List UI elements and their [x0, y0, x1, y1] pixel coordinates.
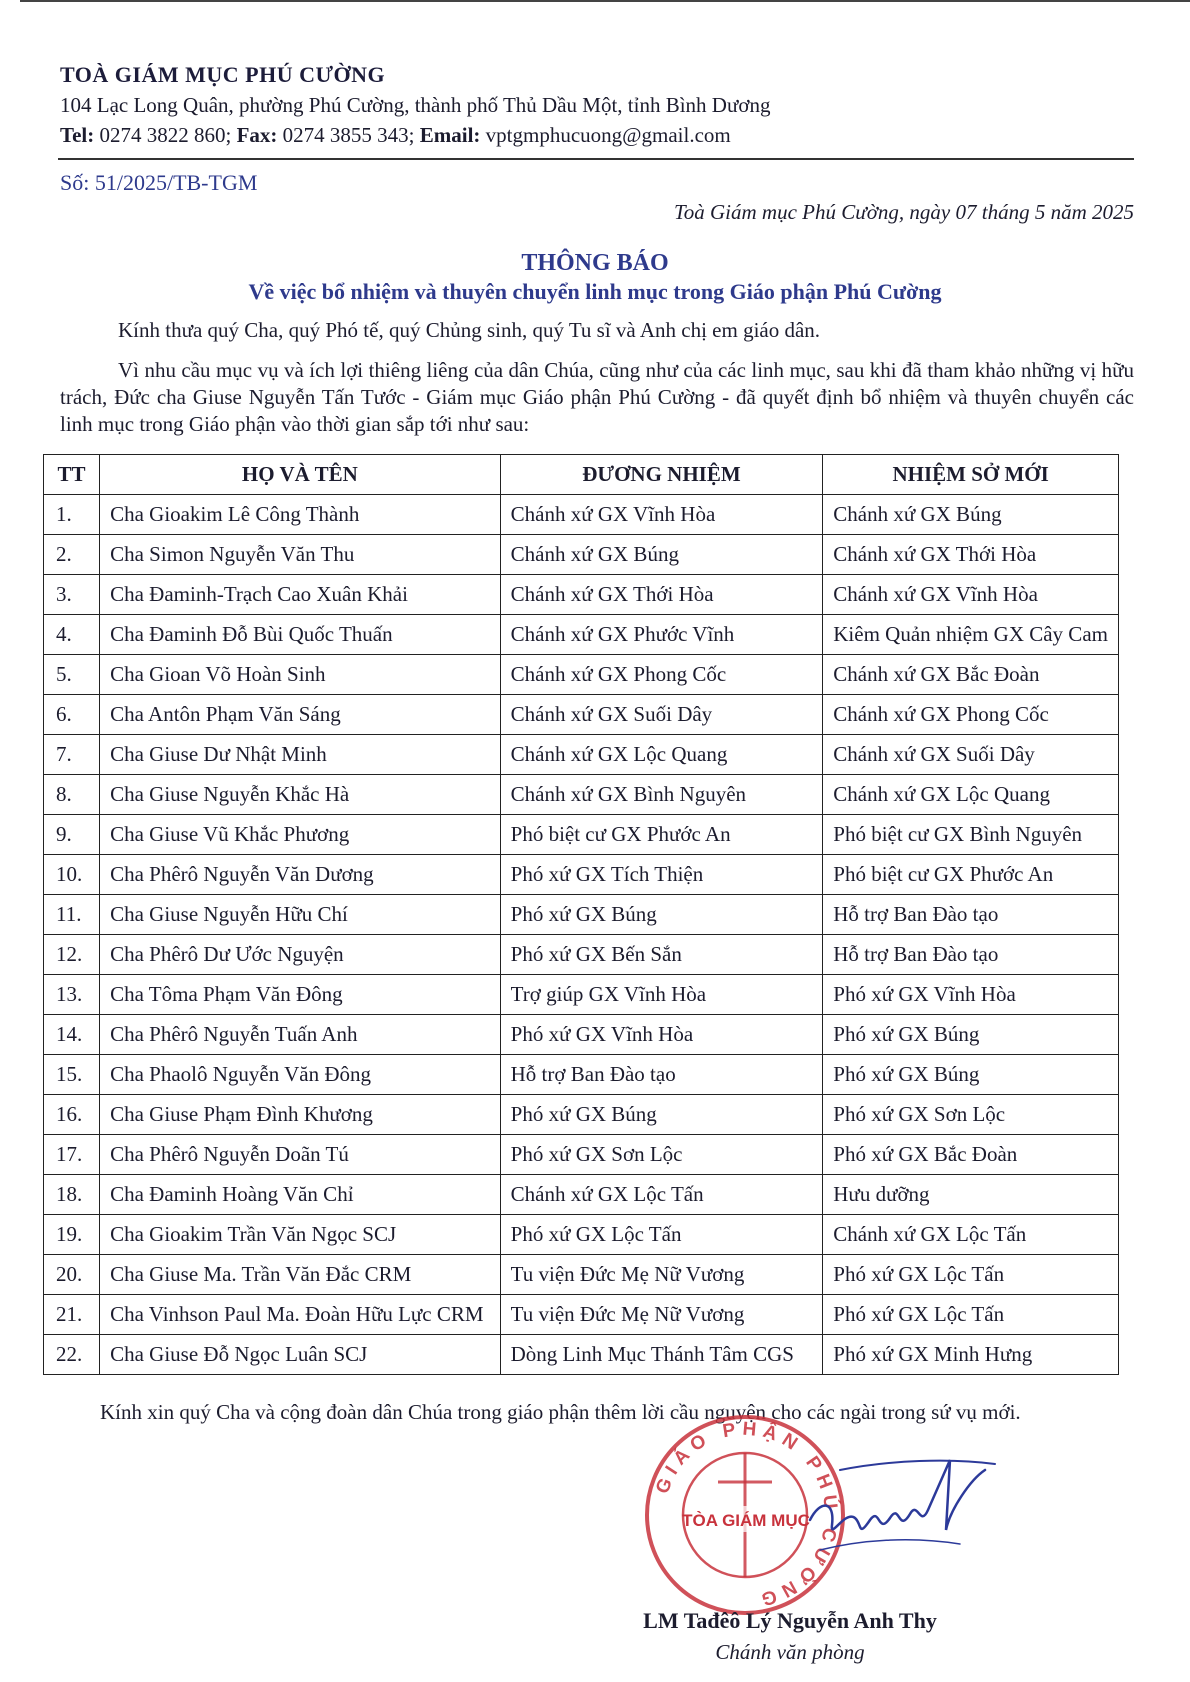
cell-current-post: Phó xứ GX Búng — [500, 1095, 823, 1135]
table-row — [44, 855, 1119, 895]
cell-priest-name: Cha Đaminh Hoàng Văn Chỉ — [100, 1175, 501, 1215]
table-row — [44, 1255, 1119, 1295]
cell-current-post: Phó xứ GX Búng — [500, 895, 823, 935]
table-row — [44, 815, 1119, 855]
table-row — [44, 1135, 1119, 1175]
cell-current-post: Phó xứ GX Tích Thiện — [500, 855, 823, 895]
cell-priest-name: Cha Phêrô Nguyễn Doãn Tú — [100, 1135, 501, 1175]
table-row — [44, 535, 1119, 575]
cell-new-post: Chánh xứ GX Vĩnh Hòa — [823, 575, 1119, 615]
table-row — [44, 1015, 1119, 1055]
cell-new-post: Phó xứ GX Búng — [823, 1015, 1119, 1055]
cell-new-post: Phó xứ GX Búng — [823, 1055, 1119, 1095]
cell-current-post: Hỗ trợ Ban Đào tạo — [500, 1055, 823, 1095]
cell-current-post: Phó xứ GX Vĩnh Hòa — [500, 1015, 823, 1055]
seal-ring-text: GIÁO PHẬN PHÚ CƯỜNG — [652, 1418, 842, 1611]
cell-new-post: Phó biệt cư GX Phước An — [823, 855, 1119, 895]
cell-number: 12. — [44, 935, 100, 975]
table-row — [44, 575, 1119, 615]
tel-label: Tel: — [60, 123, 95, 147]
table-header-row — [44, 455, 1119, 495]
intro-paragraph: Vì nhu cầu mục vụ và ích lợi thiêng liêng của dân Chúa, cũng như của các linh mục, sau khi đã tham khảo những vị hữu trách, Đức cha Giuse Nguyễn Tấn Tước - Giám mục Giáo phận Phú Cường - đã quyết định bổ nhiệm và thuyên chuyển các linh mục trong Giáo phận vào thời gian sắp tới như sau: — [60, 358, 1134, 436]
cell-number: 10. — [44, 855, 100, 895]
fax-value: 0274 3855 343; — [282, 123, 415, 147]
signer-role: Chánh văn phòng — [715, 1640, 865, 1664]
cell-number: 6. — [44, 695, 100, 735]
table-row — [44, 1095, 1119, 1135]
cell-priest-name: Cha Giuse Dư Nhật Minh — [100, 735, 501, 775]
cell-priest-name: Cha Phêrô Dư Ước Nguyện — [100, 935, 501, 975]
column-header-new: NHIỆM SỞ MỚI — [823, 455, 1119, 495]
table-row — [44, 1295, 1119, 1335]
document-number: Số: 51/2025/TB-TGM — [60, 170, 258, 195]
column-header-tt: TT — [44, 455, 100, 495]
cell-current-post: Dòng Linh Mục Thánh Tâm CGS — [500, 1335, 823, 1375]
table-row — [44, 1175, 1119, 1215]
header-divider — [58, 158, 1134, 160]
cell-number: 1. — [44, 495, 100, 535]
greeting: Kính thưa quý Cha, quý Phó tế, quý Chủng sinh, quý Tu sĩ và Anh chị em giáo dân. — [118, 318, 821, 342]
signer-name: LM Tađêô Lý Nguyễn Anh Thy — [643, 1608, 937, 1633]
table-row — [44, 495, 1119, 535]
cell-new-post: Hỗ trợ Ban Đào tạo — [823, 935, 1119, 975]
seal-center-text: TÒA GIÁM MỤC — [682, 1511, 810, 1530]
cell-current-post: Chánh xứ GX Lộc Quang — [500, 735, 823, 775]
cell-new-post: Kiêm Quản nhiệm GX Cây Cam — [823, 615, 1119, 655]
organization-address: 104 Lạc Long Quân, phường Phú Cường, thành phố Thủ Dầu Một, tỉnh Bình Dương — [60, 93, 771, 117]
table-row — [44, 655, 1119, 695]
cell-current-post: Chánh xứ GX Lộc Tấn — [500, 1175, 823, 1215]
email-value: vptgmphucuong@gmail.com — [485, 123, 731, 147]
cell-number: 11. — [44, 895, 100, 935]
cell-number: 16. — [44, 1095, 100, 1135]
cell-new-post: Chánh xứ GX Lộc Quang — [823, 775, 1119, 815]
cell-current-post: Chánh xứ GX Phong Cốc — [500, 655, 823, 695]
table-row — [44, 1215, 1119, 1255]
cell-number: 18. — [44, 1175, 100, 1215]
cell-current-post: Chánh xứ GX Phước Vĩnh — [500, 615, 823, 655]
cell-number: 17. — [44, 1135, 100, 1175]
notice-subtitle: Về việc bổ nhiệm và thuyên chuyển linh mục trong Giáo phận Phú Cường — [248, 279, 942, 304]
cell-new-post: Chánh xứ GX Bắc Đoàn — [823, 655, 1119, 695]
cell-number: 9. — [44, 815, 100, 855]
cell-priest-name: Cha Giuse Đỗ Ngọc Luân SCJ — [100, 1335, 501, 1375]
table-row — [44, 615, 1119, 655]
cell-priest-name: Cha Giuse Nguyễn Khắc Hà — [100, 775, 501, 815]
cell-current-post: Chánh xứ GX Búng — [500, 535, 823, 575]
cell-current-post: Chánh xứ GX Vĩnh Hòa — [500, 495, 823, 535]
cell-number: 8. — [44, 775, 100, 815]
cell-priest-name: Cha Phaolô Nguyễn Văn Đông — [100, 1055, 501, 1095]
cell-priest-name: Cha Giuse Vũ Khắc Phương — [100, 815, 501, 855]
cell-new-post: Phó biệt cư GX Bình Nguyên — [823, 815, 1119, 855]
cell-number: 13. — [44, 975, 100, 1015]
cell-number: 15. — [44, 1055, 100, 1095]
cell-current-post: Phó biệt cư GX Phước An — [500, 815, 823, 855]
tel-value: 0274 3822 860; — [99, 123, 232, 147]
column-header-current: ĐƯƠNG NHIỆM — [500, 455, 823, 495]
cell-new-post: Phó xứ GX Minh Hưng — [823, 1335, 1119, 1375]
cell-number: 2. — [44, 535, 100, 575]
cell-current-post: Phó xứ GX Bến Sắn — [500, 935, 823, 975]
closing-line: Kính xin quý Cha và cộng đoàn dân Chúa trong giáo phận thêm lời cầu nguyện cho các ngài trong sứ vụ mới. — [100, 1400, 1021, 1424]
table-row — [44, 895, 1119, 935]
cell-priest-name: Cha Gioakim Trần Văn Ngọc SCJ — [100, 1215, 501, 1255]
table-row — [44, 695, 1119, 735]
cell-number: 19. — [44, 1215, 100, 1255]
cell-new-post: Phó xứ GX Sơn Lộc — [823, 1095, 1119, 1135]
fax-label: Fax: — [236, 123, 278, 147]
cell-priest-name: Cha Phêrô Nguyễn Văn Dương — [100, 855, 501, 895]
cell-new-post: Chánh xứ GX Thới Hòa — [823, 535, 1119, 575]
cell-priest-name: Cha Giuse Ma. Trần Văn Đắc CRM — [100, 1255, 501, 1295]
cell-priest-name: Cha Giuse Nguyễn Hữu Chí — [100, 895, 501, 935]
cell-current-post: Phó xứ GX Sơn Lộc — [500, 1135, 823, 1175]
cell-new-post: Hỗ trợ Ban Đào tạo — [823, 895, 1119, 935]
cell-priest-name: Cha Antôn Phạm Văn Sáng — [100, 695, 501, 735]
cell-priest-name: Cha Vinhson Paul Ma. Đoàn Hữu Lực CRM — [100, 1295, 501, 1335]
cell-current-post: Tu viện Đức Mẹ Nữ Vương — [500, 1255, 823, 1295]
cell-current-post: Phó xứ GX Lộc Tấn — [500, 1215, 823, 1255]
cell-number: 7. — [44, 735, 100, 775]
cell-priest-name: Cha Simon Nguyễn Văn Thu — [100, 535, 501, 575]
handwritten-signature — [800, 1440, 1000, 1580]
cell-priest-name: Cha Giuse Phạm Đình Khương — [100, 1095, 501, 1135]
cell-priest-name: Cha Phêrô Nguyễn Tuấn Anh — [100, 1015, 501, 1055]
cell-new-post: Phó xứ GX Vĩnh Hòa — [823, 975, 1119, 1015]
cell-number: 14. — [44, 1015, 100, 1055]
letterhead — [60, 60, 1140, 150]
cell-priest-name: Cha Tôma Phạm Văn Đông — [100, 975, 501, 1015]
cell-number: 21. — [44, 1295, 100, 1335]
appointments-table — [43, 454, 1119, 1375]
cell-priest-name: Cha Đaminh Đỗ Bùi Quốc Thuấn — [100, 615, 501, 655]
cell-new-post: Phó xứ GX Bắc Đoàn — [823, 1135, 1119, 1175]
cell-current-post: Trợ giúp GX Vĩnh Hòa — [500, 975, 823, 1015]
date-line: Toà Giám mục Phú Cường, ngày 07 tháng 5 năm 2025 — [674, 200, 1134, 224]
cell-new-post: Phó xứ GX Lộc Tấn — [823, 1295, 1119, 1335]
table-row — [44, 1055, 1119, 1095]
cell-new-post: Phó xứ GX Lộc Tấn — [823, 1255, 1119, 1295]
cell-current-post: Chánh xứ GX Bình Nguyên — [500, 775, 823, 815]
cell-current-post: Chánh xứ GX Thới Hòa — [500, 575, 823, 615]
table-row — [44, 735, 1119, 775]
cell-number: 22. — [44, 1335, 100, 1375]
cell-priest-name: Cha Gioan Võ Hoàn Sinh — [100, 655, 501, 695]
cell-current-post: Chánh xứ GX Suối Dây — [500, 695, 823, 735]
cell-number: 5. — [44, 655, 100, 695]
table-body — [44, 495, 1119, 1375]
organization-name: TOÀ GIÁM MỤC PHÚ CƯỜNG — [60, 62, 386, 87]
cell-new-post: Chánh xứ GX Lộc Tấn — [823, 1215, 1119, 1255]
cell-new-post: Chánh xứ GX Phong Cốc — [823, 695, 1119, 735]
cell-priest-name: Cha Gioakim Lê Công Thành — [100, 495, 501, 535]
cell-number: 4. — [44, 615, 100, 655]
contact-line — [60, 120, 1140, 150]
email-label: Email: — [419, 123, 481, 147]
table-row — [44, 1335, 1119, 1375]
cell-number: 20. — [44, 1255, 100, 1295]
cell-current-post: Tu viện Đức Mẹ Nữ Vương — [500, 1295, 823, 1335]
cell-priest-name: Cha Đaminh-Trạch Cao Xuân Khải — [100, 575, 501, 615]
notice-title: THÔNG BÁO — [521, 250, 669, 276]
cell-new-post: Chánh xứ GX Suối Dây — [823, 735, 1119, 775]
table-row — [44, 935, 1119, 975]
top-border — [20, 0, 1190, 2]
cell-number: 3. — [44, 575, 100, 615]
column-header-name: HỌ VÀ TÊN — [100, 455, 501, 495]
table-row — [44, 975, 1119, 1015]
cell-new-post: Hưu dưỡng — [823, 1175, 1119, 1215]
table-row — [44, 775, 1119, 815]
cell-new-post: Chánh xứ GX Búng — [823, 495, 1119, 535]
